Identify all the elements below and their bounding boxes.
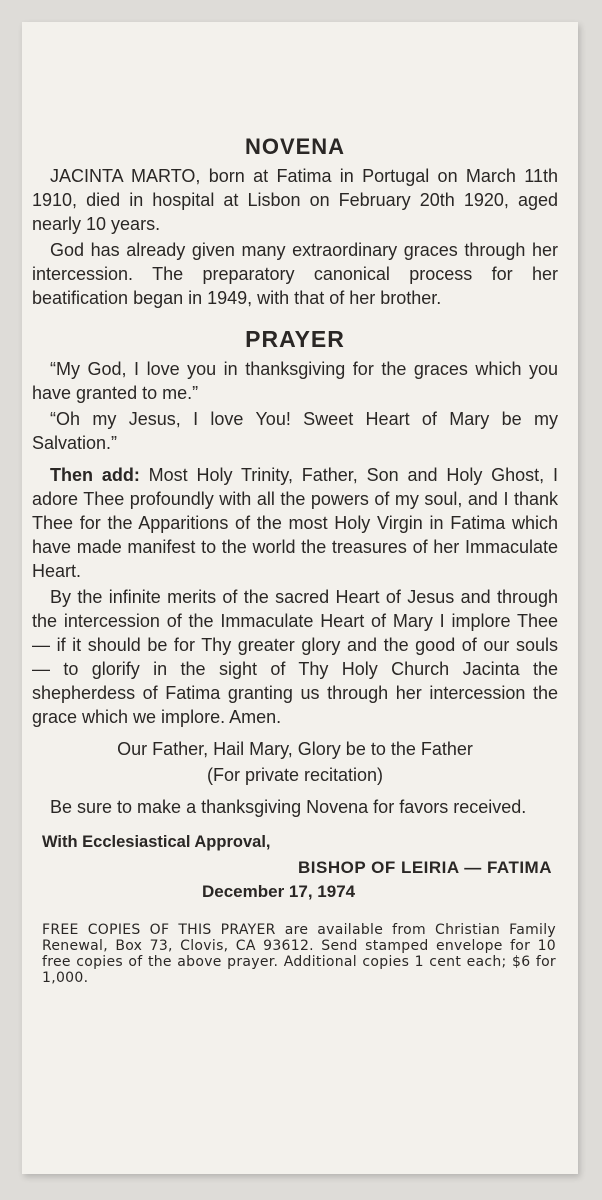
merits-paragraph: By the infinite merits of the sacred Heart of Jesus and through the intercession of the Immaculate Heart of Mary I implore Thee — if it should be for Thy greater glory and the good of our souls — to glorify in the sight of Thy Holy Church Jacinta the shepherdess of Fatima granting us through her intercession the grace which we implore. Amen. <box>32 587 558 727</box>
intro-paragraph-1: JACINTA MARTO, born at Fatima in Portugal on March 11th 1910, died in hospital at Lisbon on February 20th 1920, aged nearly 10 years. <box>32 166 558 234</box>
prayer-card <box>22 22 578 1174</box>
prayer-title: PRAYER <box>245 326 345 352</box>
intro-paragraph-2: God has already given many extraordinary graces through her intercession. The preparatory canonical process for her beatification began in 1949, with that of her brother. <box>32 240 558 308</box>
card-content <box>32 134 558 986</box>
private-recitation: (For private recitation) <box>206 765 384 785</box>
bishop-line: BISHOP OF LEIRIA — FATIMA <box>298 858 552 877</box>
free-copies-notice: FREE COPIES OF THIS PRAYER are available from Christian Family Renewal, Box 73, Clovis, CA 93612. Send stamped envelope for 10 free copies of the above prayer. Additional copies 1 cent each; $6 for 1,000. <box>42 922 556 986</box>
prayer-line-2: “Oh my Jesus, I love You! Sweet Heart of Mary be my Salvation.” <box>32 409 558 453</box>
novena-title: NOVENA <box>244 134 346 159</box>
approval-date: December 17, 1974 <box>202 882 356 901</box>
then-add-label: Then add: <box>50 465 140 485</box>
prayer-line-1: “My God, I love you in thanksgiving for the graces which you have granted to me.” <box>32 359 558 403</box>
our-father-line: Our Father, Hail Mary, Glory be to the Father <box>117 739 473 759</box>
approval-line: With Ecclesiastical Approval, <box>42 833 271 851</box>
then-add-text: Most Holy Trinity, Father, Son and Holy Ghost, I adore Thee profoundly with all the powers of my soul, and I thank Thee for the Apparitions of the most Holy Virgin in Fatima which have made manifest to the world the treasures of her Immaculate Heart. <box>32 465 558 581</box>
thanksgiving-note: Be sure to make a thanksgiving Novena for favors received. <box>50 797 527 817</box>
then-add-paragraph <box>32 463 558 583</box>
